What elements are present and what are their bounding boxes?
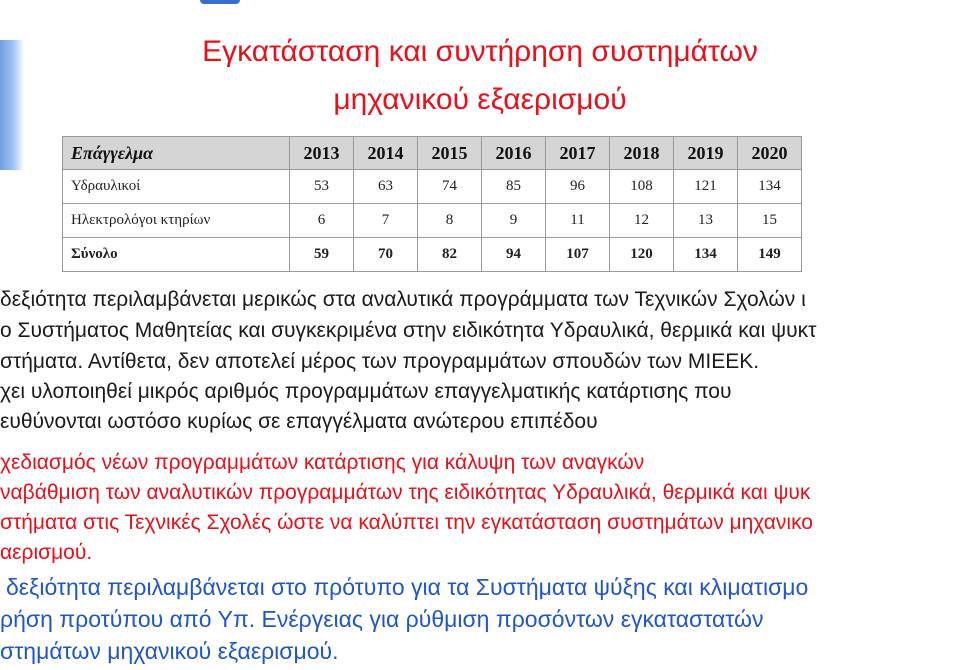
body-text-line: στήματα. Αντίθετα, δεν αποτελεί μέρος των προγραμμάτων σπουδών των ΜΙΕΕΚ. bbox=[0, 350, 760, 373]
table-cell: 94 bbox=[482, 238, 546, 272]
row-label: Ηλεκτρολόγοι κτηρίων bbox=[63, 204, 290, 238]
table-cell: 85 bbox=[482, 170, 546, 204]
table-cell: 70 bbox=[354, 238, 418, 272]
table-cell: 107 bbox=[546, 238, 610, 272]
header-year: 2019 bbox=[674, 137, 738, 170]
red-text-line: χεδιασμός νέων προγραμμάτων κατάρτισης για κάλυψη των αναγκών bbox=[0, 451, 645, 474]
table-cell: 82 bbox=[418, 238, 482, 272]
table-cell: 96 bbox=[546, 170, 610, 204]
table-row bbox=[63, 170, 802, 204]
header-year: 2017 bbox=[546, 137, 610, 170]
row-label: Σύνολο bbox=[63, 238, 290, 272]
table-cell: 63 bbox=[354, 170, 418, 204]
header-occupation: Επάγγελμα bbox=[63, 137, 290, 170]
table-cell: 53 bbox=[290, 170, 354, 204]
table-cell: 9 bbox=[482, 204, 546, 238]
blue-text-line: στημάτων μηχανικού εξαερισμού. bbox=[0, 638, 339, 664]
table-row bbox=[63, 204, 802, 238]
table-cell: 134 bbox=[738, 170, 802, 204]
red-text-line: στήματα στις Τεχνικές Σχολές ώστε να καλύπτει την εγκατάσταση συστημάτων μηχανικο bbox=[0, 511, 813, 534]
body-text-line: ευθύνονται ωστόσο κυρίως σε επαγγέλματα ανώτερου επιπέδου bbox=[0, 410, 598, 433]
header-year: 2016 bbox=[482, 137, 546, 170]
header-year: 2020 bbox=[738, 137, 802, 170]
red-text-line: ναβάθμιση των αναλυτικών προγραμμάτων της ειδικότητας Υδραυλικά, θερμικά και ψυκ bbox=[0, 481, 811, 504]
body-text-line: χει υλοποιηθεί μικρός αριθμός προγραμμάτων επαγγελματικής κατάρτισης που bbox=[0, 380, 732, 403]
header-year: 2018 bbox=[610, 137, 674, 170]
body-text-line: δεξιότητα περιλαμβάνεται μερικώς στα αναλυτικά προγράμματα των Τεχνικών Σχολών ι bbox=[0, 288, 806, 311]
table-cell: 120 bbox=[610, 238, 674, 272]
table-total-row bbox=[63, 238, 802, 272]
table-cell: 59 bbox=[290, 238, 354, 272]
table-cell: 149 bbox=[738, 238, 802, 272]
blue-text-line: ρήση προτύπου από Υπ. Ενέργειας για ρύθμιση προσόντων εγκαταστατών bbox=[0, 606, 764, 632]
blue-text-line: δεξιότητα περιλαμβάνεται στο πρότυπο για τα Συστήματα ψύξης και κλιματισμο bbox=[6, 574, 809, 600]
table-cell: 74 bbox=[418, 170, 482, 204]
table-cell: 8 bbox=[418, 204, 482, 238]
header-year: 2013 bbox=[290, 137, 354, 170]
table-cell: 121 bbox=[674, 170, 738, 204]
header-year: 2015 bbox=[418, 137, 482, 170]
table-cell: 134 bbox=[674, 238, 738, 272]
employment-table bbox=[62, 136, 802, 272]
header-year: 2014 bbox=[354, 137, 418, 170]
top-decoration bbox=[200, 0, 240, 4]
red-text-line: αερισμού. bbox=[0, 541, 93, 564]
table-cell: 6 bbox=[290, 204, 354, 238]
slide-title-line1: Εγκατάσταση και συντήρηση συστημάτων bbox=[202, 35, 758, 68]
table-cell: 7 bbox=[354, 204, 418, 238]
table-cell: 13 bbox=[674, 204, 738, 238]
table-header-row bbox=[63, 137, 802, 170]
body-text-line: ο Συστήματος Μαθητείας και συγκεκριμένα στην ειδικότητα Υδραυλικά, θερμικά και ψυκτ bbox=[0, 319, 817, 342]
row-label: Υδραυλικοί bbox=[63, 170, 290, 204]
table-cell: 15 bbox=[738, 204, 802, 238]
table-cell: 12 bbox=[610, 204, 674, 238]
table-cell: 11 bbox=[546, 204, 610, 238]
slide-title-line2: μηχανικού εξαερισμού bbox=[333, 83, 627, 116]
table-cell: 108 bbox=[610, 170, 674, 204]
